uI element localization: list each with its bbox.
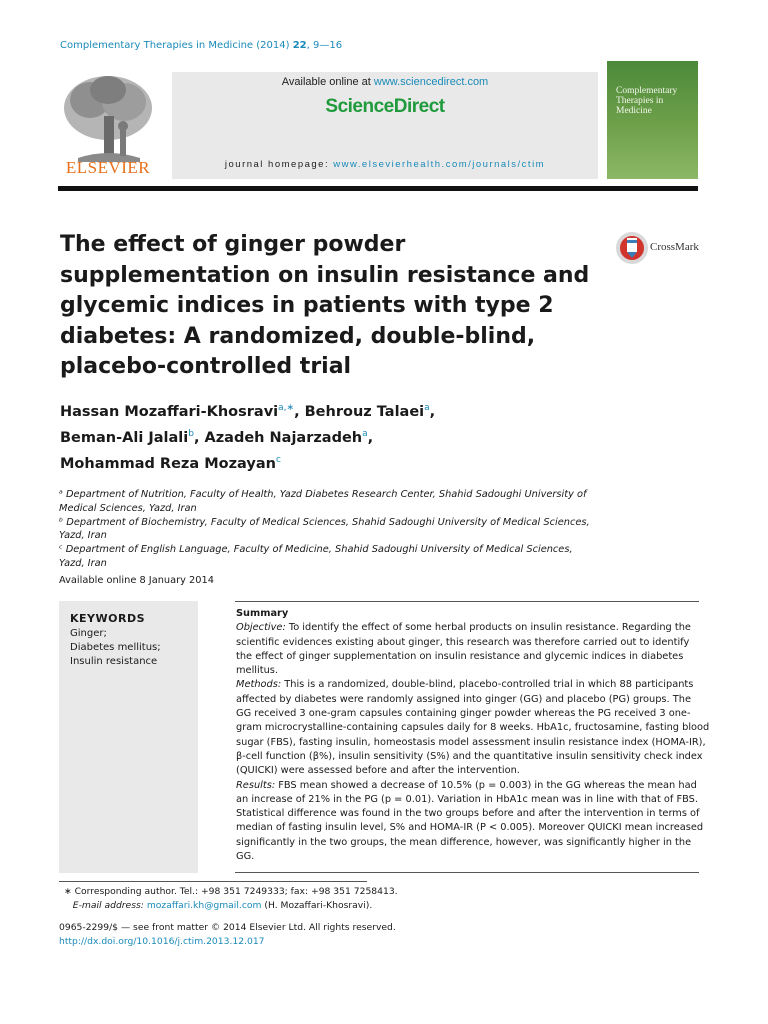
footnote-rule [59,881,367,882]
elsevier-wordmark: ELSEVIER [65,158,151,177]
keyword-item: Diabetes mellitus; [70,642,161,653]
summary-text: median of fasting insulin level, S% and HOMA-IR (P < 0.005). Moreover QUICKI mean increased [236,822,704,834]
title-line: glycemic indices in patients with type 2 [60,293,554,318]
objective-label: Objective: [236,622,286,634]
journal-pages: , 9—16 [306,40,343,51]
front-matter [59,921,396,948]
summary-text: significantly in the two groups, the mean difference, however, was significantly higher in the [236,836,692,848]
email-suffix: (H. Mozaffari-Khosravi). [261,899,373,911]
title-line: diabetes: A randomized, double-blind, [60,323,536,349]
author-affiliation-mark[interactable]: a [362,428,368,439]
affiliation-line: ᵇ Department of Biochemistry, Faculty of Medical Sciences, Shahid Sadoughi University of Medical Sciences, [59,516,590,528]
summary-heading: Summary [236,608,289,619]
summary-text: (QUICKI) were assessed before and after the intervention. [236,765,520,777]
title-line: supplementation on insulin resistance and [60,262,590,288]
available-online-date: Available online 8 January 2014 [59,575,214,586]
summary-bottom-rule [235,872,699,873]
affiliation-line: ᶜ Department of English Language, Faculty of Medicine, Shahid Sadoughi University of Medical Sciences, [59,544,573,556]
methods-label: Methods: [236,679,282,691]
sciencedirect-logo[interactable]: ScienceDirect [325,96,445,117]
author-name[interactable]: Mohammad Reza Mozayan [60,455,276,472]
journal-ref-text: Complementary Therapies in Medicine (2014) [60,40,293,51]
affiliations [59,488,619,571]
summary-text: gram microcrystalline-containing capsules daily for 8 weeks. HbA1c, fructosamine, fasting blood [236,722,710,734]
author-separator: , [294,403,305,420]
available-prefix: Available online at [281,76,374,88]
title-line: The effect of ginger powder [60,232,406,257]
author-separator: , [193,429,205,446]
author-separator: , [367,429,374,446]
email-line [64,899,398,913]
summary-text: sugar (FBS), fasting insulin, homeostasis model assessment insulin resistance index (HOMA-IR), [236,736,706,748]
keyword-item: Insulin resistance [70,656,158,667]
author-affiliation-mark[interactable]: a [424,403,430,413]
journal-cover-title: Complementary Therapies in Medicine [616,86,678,116]
author-name[interactable]: Beman-Ali Jalali [60,429,189,446]
summary-top-rule [235,601,699,602]
journal-volume: 22 [292,40,307,51]
summary-text: GG. [236,851,255,863]
doi-link[interactable]: http://dx.doi.org/10.1016/j.ctim.2013.12.017 [59,935,265,947]
homepage-prefix: journal homepage: [224,159,334,170]
keywords-list [70,627,161,669]
journal-homepage-link[interactable]: www.elsevierhealth.com/journals/ctim [333,159,546,170]
summary-text: the effect of ginger supplementation on insulin resistance and glycemic indices in diabetes [236,650,684,662]
author-affiliation-mark[interactable]: b [188,428,194,439]
affiliation-line: Medical Sciences, Yazd, Iran [59,502,197,514]
summary-text: an increase of 21% in the PG (p = 0.01). Variation in HbA1c mean was in line with that of FBS. [236,793,698,805]
keywords-heading: KEYWORDS [70,612,146,625]
results-label: Results: [236,779,276,791]
affiliation-line: ᵃ Department of Nutrition, Faculty of Health, Yazd Diabetes Research Center, Shahid Sadoughi University of [59,489,587,500]
footnotes [64,885,398,912]
keyword-item: Ginger; [70,628,107,639]
author-separator: , [429,403,436,420]
summary-text: β-cell function (β%), insulin sensitivity (S%) and the quantitative insulin sensitivity check index [236,750,703,762]
summary-text: To identify the effect of some herbal products on insulin resistance. Regarding the [285,622,691,634]
article-title [60,230,590,383]
affiliation-line: Yazd, Iran [59,530,107,542]
sciencedirect-link[interactable]: www.sciencedirect.com [373,76,489,88]
summary-text: FBS mean showed a decrease of 10.5% (p = 0.003) in the GG whereas the mean had [275,779,697,791]
journal-homepage-line [172,159,598,170]
affiliation-line: Yazd, Iran [59,557,107,569]
summary-text: affected by diabetes were randomly assigned into ginger (GG) and placebo (PG) groups. The [236,693,691,705]
journal-reference[interactable] [60,40,342,51]
journal-cover-image[interactable] [607,61,698,179]
author-name[interactable]: Behrouz Talaei [304,403,425,420]
author-list [60,397,560,474]
available-online-line [172,76,598,88]
email-label: E-mail address: [72,899,147,911]
summary-text: mellitus. [236,665,279,677]
corresponding-author-note: ∗ Corresponding author. Tel.: +98 351 7249333; fax: +98 351 7258413. [64,886,398,897]
summary-text: GG received 3 one-gram capsules containing ginger powder whereas the PG received 3 one- [236,708,691,720]
summary-text: This is a randomized, double-blind, placebo-controlled trial in which 88 participants [281,679,694,691]
summary-text: scientific evidences existing about ginger, this research was therefore carried out to identify [236,636,690,648]
header-divider [58,186,698,191]
author-name[interactable]: Hassan Mozaffari-Khosravi [60,403,279,420]
author-affiliation-mark[interactable]: c [275,454,281,465]
email-link[interactable]: mozaffari.kh@gmail.com [146,899,262,911]
title-line: placebo-controlled trial [60,354,352,379]
summary-text: Statistical difference was found in the two groups before and after the intervention in terms of [236,808,700,820]
abstract-summary [236,607,710,864]
author-affiliation-mark[interactable]: a,∗ [278,403,295,413]
copyright-line: 0965-2299/$ — see front matter © 2014 Elsevier Ltd. All rights reserved. [59,922,396,933]
author-name[interactable]: Azadeh Najarzadeh [204,429,363,446]
crossmark-label[interactable]: CrossMark [650,241,699,253]
